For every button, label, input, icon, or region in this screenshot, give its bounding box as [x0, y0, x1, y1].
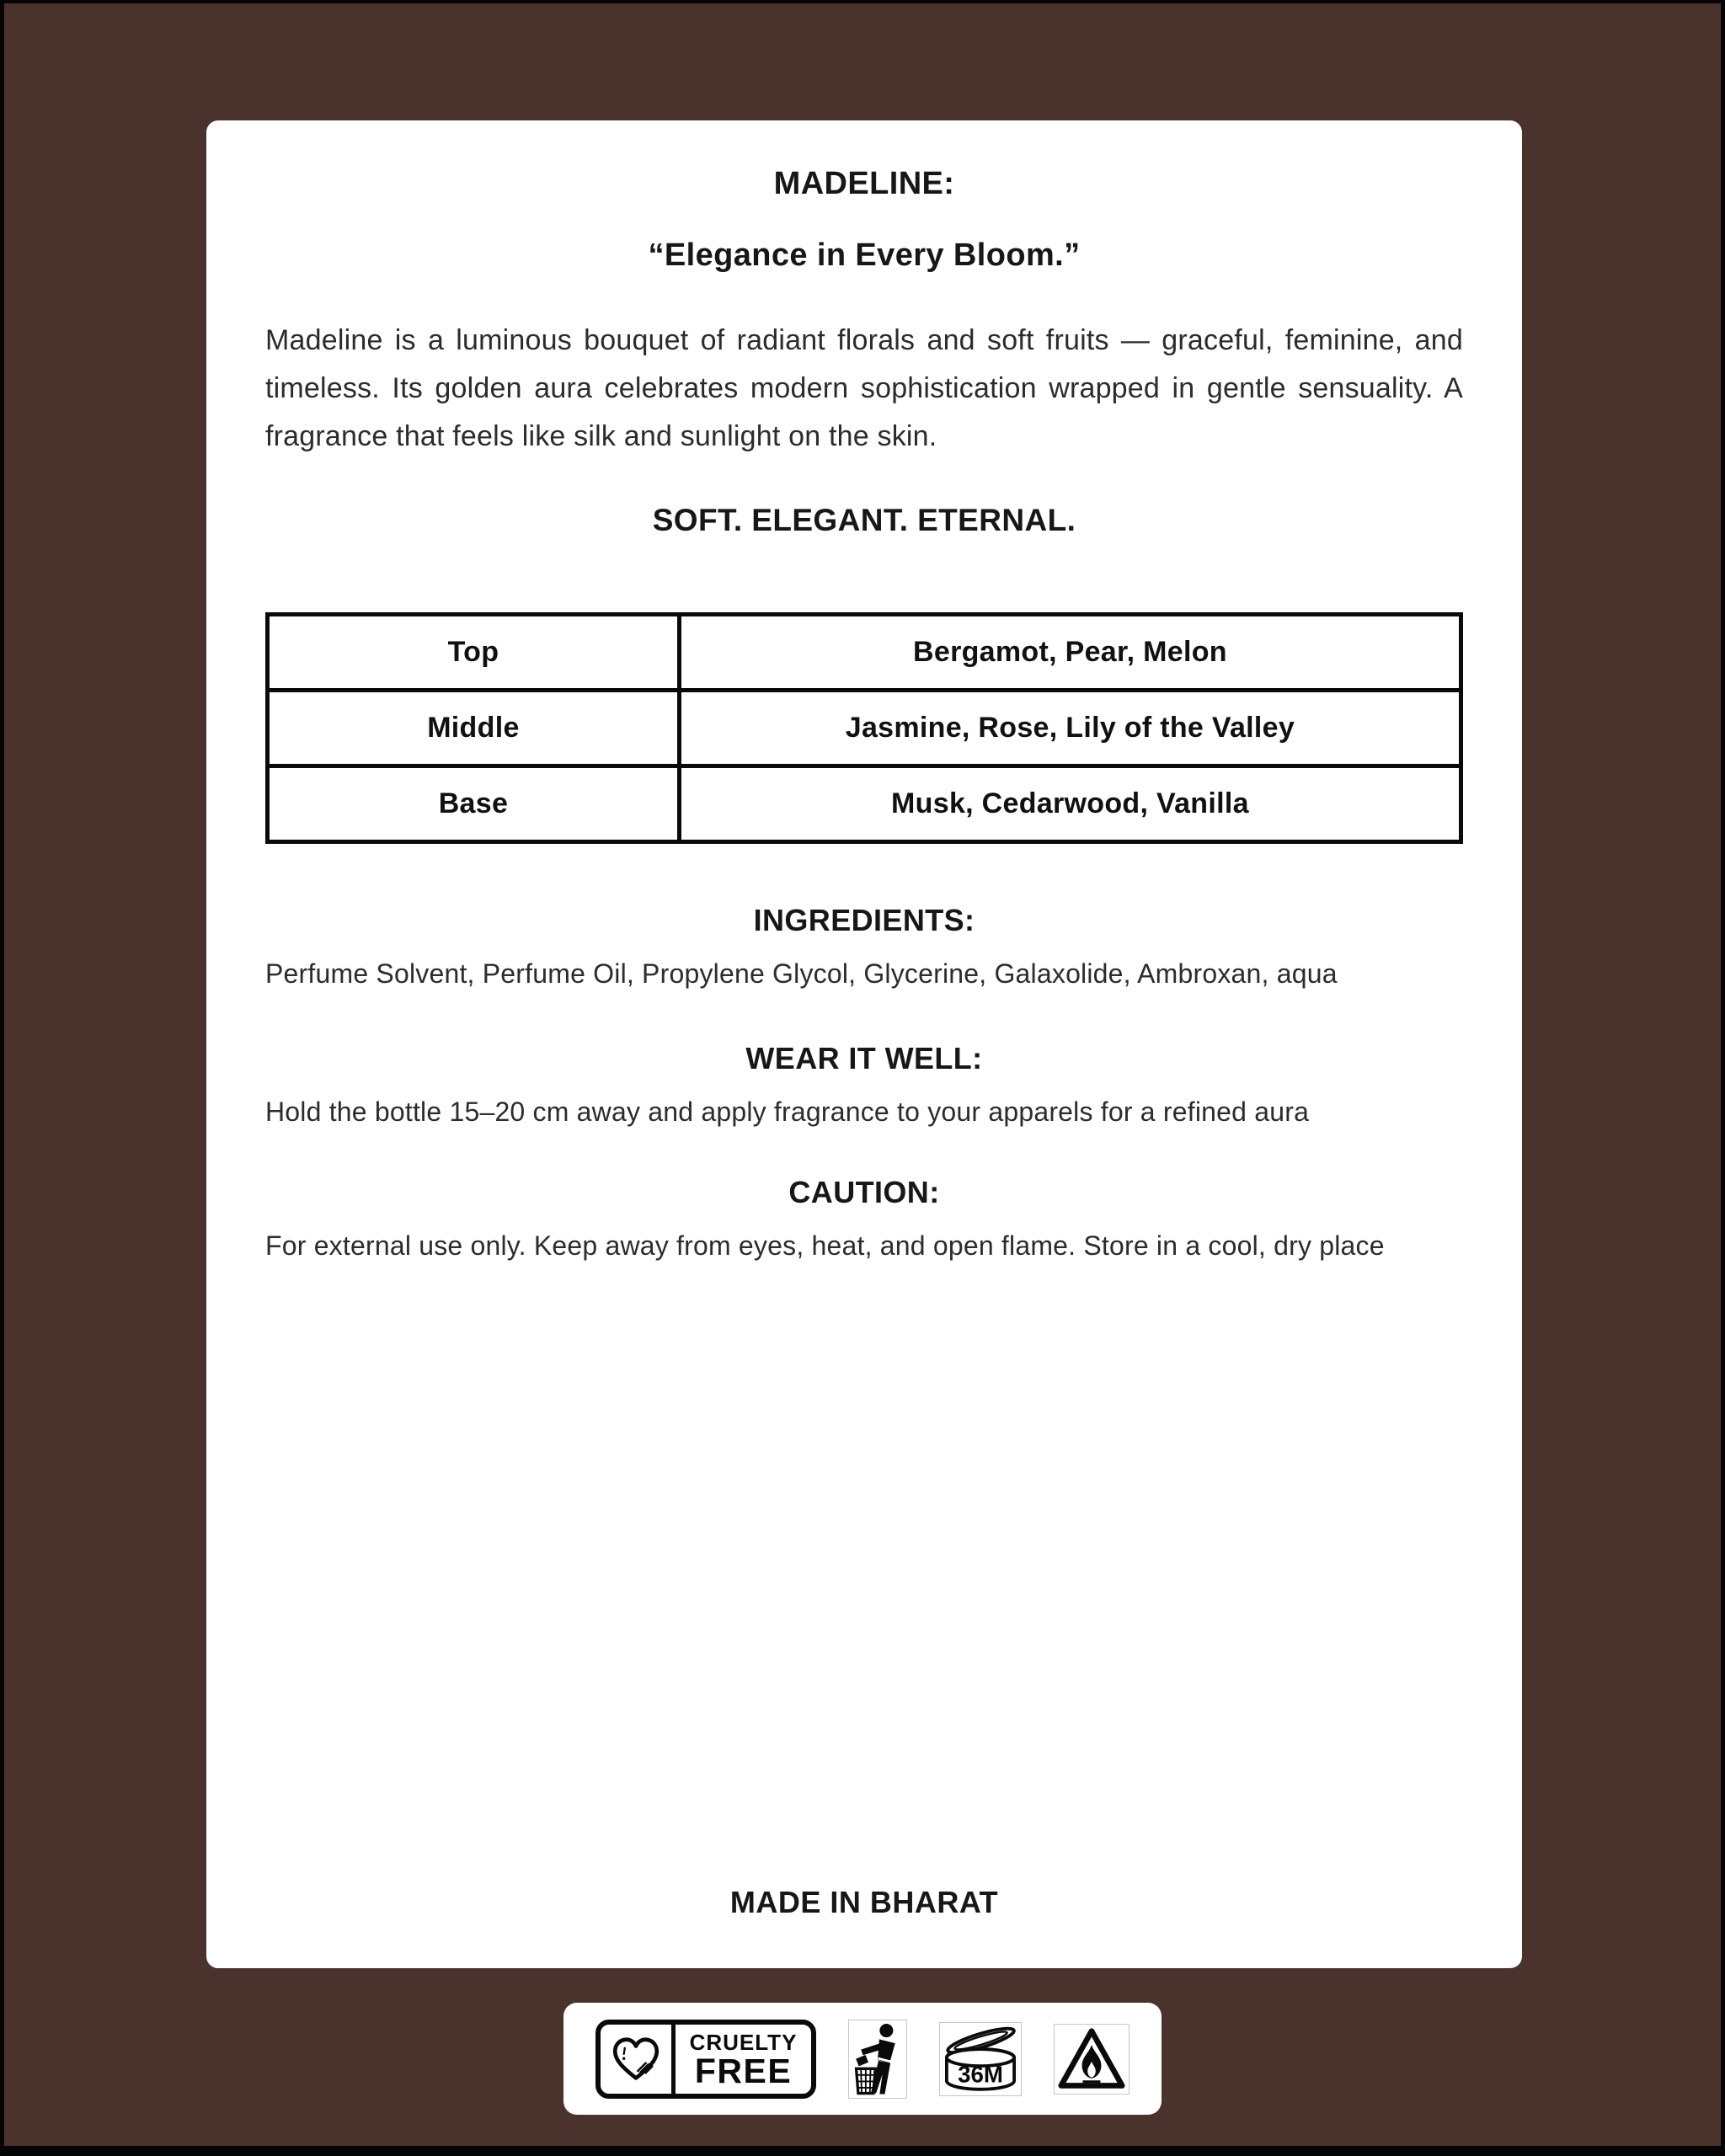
note-value-cell: Bergamot, Pear, Melon — [679, 615, 1461, 691]
pao-duration-label: 36M — [958, 2061, 1003, 2088]
caution-text: For external use only. Keep away from eyes, heat, and open flame. Store in a cool, dry place — [265, 1230, 1385, 1261]
made-in-label: MADE IN BHARAT — [729, 1885, 999, 1919]
page-title: MADELINE: — [773, 166, 955, 201]
caution-heading: CAUTION: — [788, 1175, 940, 1209]
cruelty-free-line2: FREE — [694, 2051, 793, 2090]
heart-icon — [601, 2025, 676, 2094]
flammable-icon — [1054, 2024, 1130, 2095]
note-type-cell: Base — [268, 766, 680, 842]
table-row — [268, 766, 1461, 842]
ingredients-heading: INGREDIENTS: — [753, 903, 975, 937]
cruelty-free-text — [676, 2025, 811, 2094]
note-type-cell: Top — [268, 615, 680, 691]
cruelty-free-line1: CRUELTY — [689, 2029, 798, 2055]
note-value-cell: Musk, Cedarwood, Vanilla — [679, 766, 1461, 842]
pao-36m-icon — [939, 2022, 1022, 2096]
note-type-cell: Middle — [268, 691, 680, 766]
wear-it-well-text: Hold the bottle 15–20 cm away and apply fragrance to your apparels for a refined aura — [265, 1097, 1310, 1127]
table-row — [268, 615, 1461, 691]
tidyman-icon — [848, 2020, 907, 2099]
compliance-icon-strip — [563, 2003, 1162, 2115]
cruelty-free-badge — [595, 2020, 816, 2099]
tagline: “Elegance in Every Bloom.” — [648, 237, 1081, 273]
ingredients-text: Perfume Solvent, Perfume Oil, Propylene Glycol, Glycerine, Galaxolide, Ambroxan, aqua — [265, 958, 1338, 989]
wear-it-well-heading: WEAR IT WELL: — [745, 1041, 983, 1075]
label-card — [206, 120, 1522, 1968]
fragrance-notes-table — [265, 612, 1463, 844]
note-value-cell: Jasmine, Rose, Lily of the Valley — [679, 691, 1461, 766]
motto: SOFT. ELEGANT. ETERNAL. — [652, 503, 1076, 537]
table-row — [268, 691, 1461, 766]
fragrance-description: Madeline is a luminous bouquet of radiant florals and soft fruits — graceful, feminine, and timeless. Its golden aura celebrates modern sophistication wrapped in gentle sensuality. A fragrance that feels like silk and sunlight on the skin. — [265, 324, 1463, 452]
